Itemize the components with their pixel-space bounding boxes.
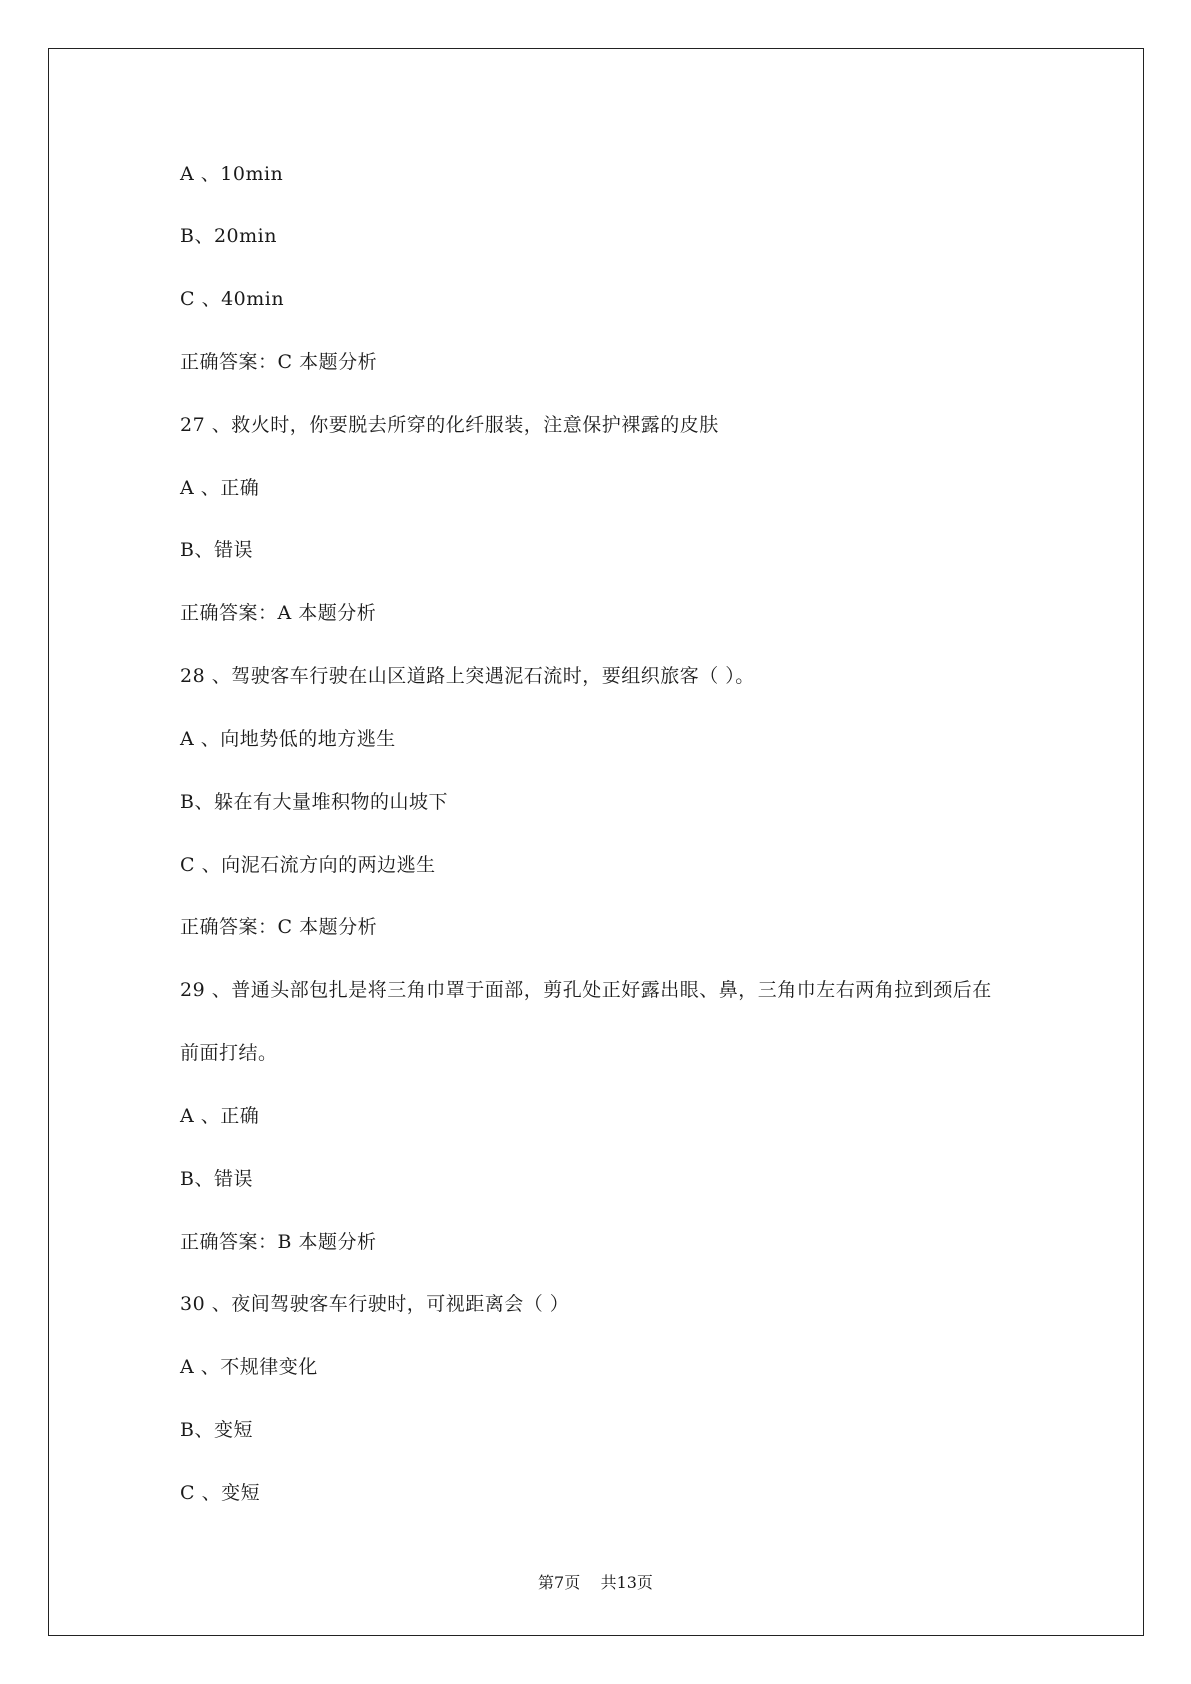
question-28: 28 、驾驶客车行驶在山区道路上突遇泥石流时，要组织旅客（ ）。 <box>180 665 755 687</box>
page-number-footer: 第7页 共13页 <box>538 1573 653 1592</box>
option-a-q29: A 、正确 <box>180 1105 260 1127</box>
option-a-q27: A 、正确 <box>180 477 260 499</box>
option-c-q28: C 、向泥石流方向的两边逃生 <box>180 854 436 876</box>
answer-q28: 正确答案：C 本题分析 <box>180 916 378 938</box>
option-c-q30: C 、变短 <box>180 1482 261 1504</box>
answer-q27: 正确答案：A 本题分析 <box>180 602 377 624</box>
question-30: 30 、夜间驾驶客车行驶时，可视距离会（ ） <box>180 1293 570 1315</box>
option-b-q27: B、错误 <box>180 539 253 561</box>
question-27: 27 、救火时，你要脱去所穿的化纤服装，注意保护裸露的皮肤 <box>180 414 719 436</box>
question-29: 29 、普通头部包扎是将三角巾罩于面部，剪孔处正好露出眼、鼻，三角巾左右两角拉到颈后在 <box>180 979 992 1001</box>
option-b-q28: B、躲在有大量堆积物的山坡下 <box>180 791 448 813</box>
option-a-q30: A 、不规律变化 <box>180 1356 318 1378</box>
question-29-continued: 前面打结。 <box>180 1042 278 1064</box>
option-b-q29: B、错误 <box>180 1168 253 1190</box>
option-a-q26: A 、10min <box>180 163 284 185</box>
option-a-q28: A 、向地势低的地方逃生 <box>180 728 396 750</box>
option-b-q26: B、20min <box>180 225 277 247</box>
option-c-q26: C 、40min <box>180 288 285 310</box>
answer-q29: 正确答案：B 本题分析 <box>180 1231 377 1253</box>
answer-q26: 正确答案：C 本题分析 <box>180 351 378 373</box>
option-b-q30: B、变短 <box>180 1419 253 1441</box>
